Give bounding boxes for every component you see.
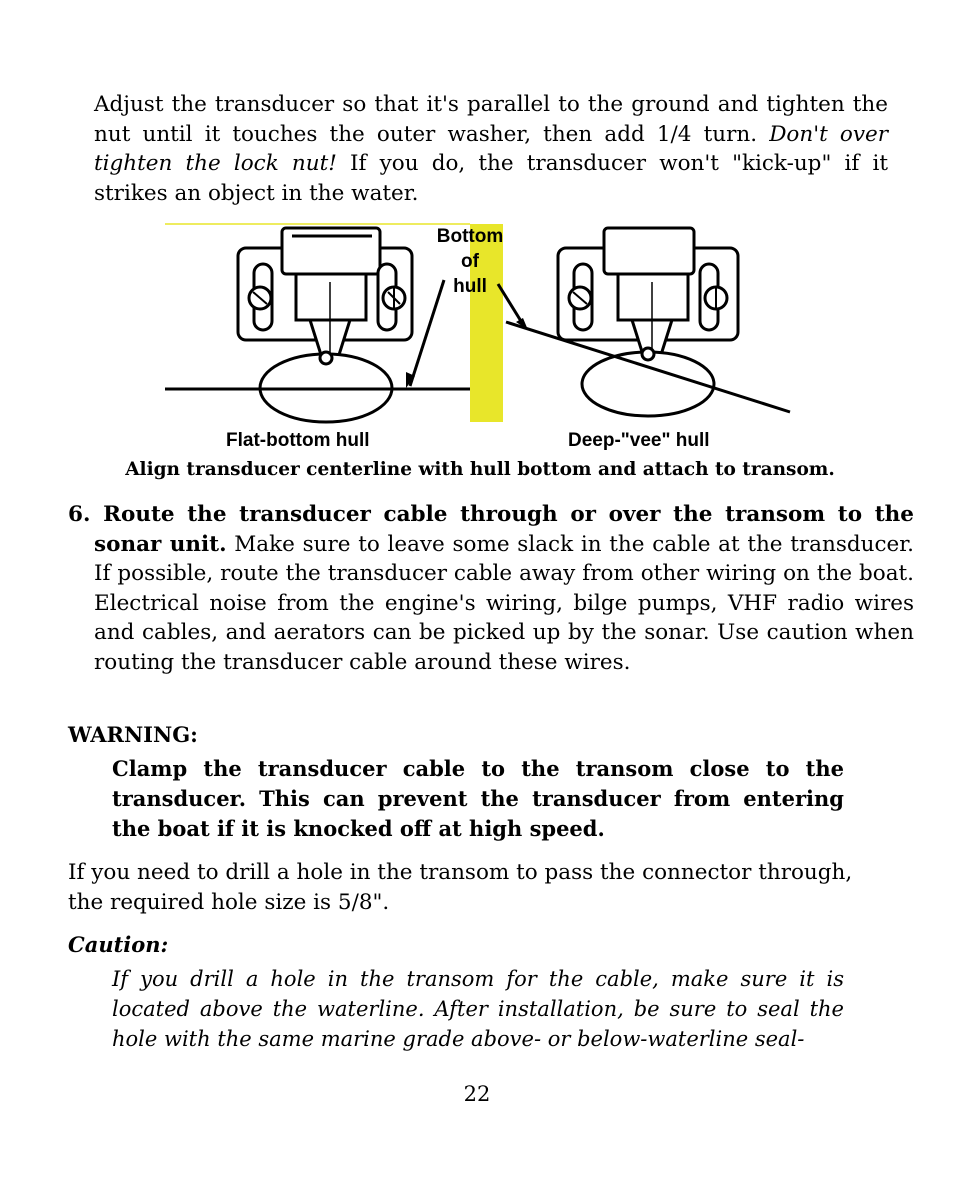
intro-text-before: Adjust the transducer so that it's parallel to the ground and tighten the nut until it touches the outer washer, then add 1/4 turn.: [94, 92, 888, 147]
flat-bottom-transducer: [238, 228, 412, 422]
intro-emphasis: Don't over tighten the lock nut!: [94, 121, 888, 176]
step-6-text: Make sure to leave some slack in the cable at the transducer. If possible, route the transducer cable away from other wiring on the boat. Electrical noise from the engine's wiring, bilge pumps, VHF radio wires and cables, and aerators can be picked up by the sonar. Use caution when routing the transducer cable around these wires.: [94, 531, 914, 675]
drill-paragraph: If you need to drill a hole in the transom to pass the connector through, the required hole size is 5/8".: [68, 860, 853, 915]
step-6-lead: 6. Route the transducer cable through or over the transom to the sonar unit.: [68, 502, 914, 557]
bottom-label-line-2: of: [461, 251, 479, 272]
warning-body: Clamp the transducer cable to the transom close to the transducer. This can prevent the transducer from entering the boat if it is knocked off at high speed.: [112, 756, 844, 841]
bottom-label-line-1: Bottom: [436, 226, 504, 247]
transducer-figure: [160, 218, 800, 458]
warning-title: WARNING:: [68, 722, 198, 747]
bottom-of-hull-label: [428, 224, 512, 299]
bottom-label-line-3: hull: [453, 276, 487, 297]
caution-body: If you drill a hole in the transom for the cable, make sure it is located above the waterline. After installation, be sure to seal the hole with the same marine grade above- or below-waterline seal-: [112, 967, 844, 1051]
deep-vee-hull-label: Deep-"vee" hull: [568, 430, 710, 451]
flat-bottom-hull-label: Flat-bottom hull: [226, 430, 370, 451]
figure-caption: Align transducer centerline with hull bottom and attach to transom.: [125, 459, 835, 480]
intro-paragraph: [94, 90, 888, 208]
page-number: 22: [463, 1082, 491, 1106]
intro-text-after: If you do, the transducer won't "kick-up" if it strikes an object in the water.: [94, 151, 888, 206]
caution-title: Caution:: [68, 932, 169, 957]
step-6-paragraph: [68, 500, 914, 677]
